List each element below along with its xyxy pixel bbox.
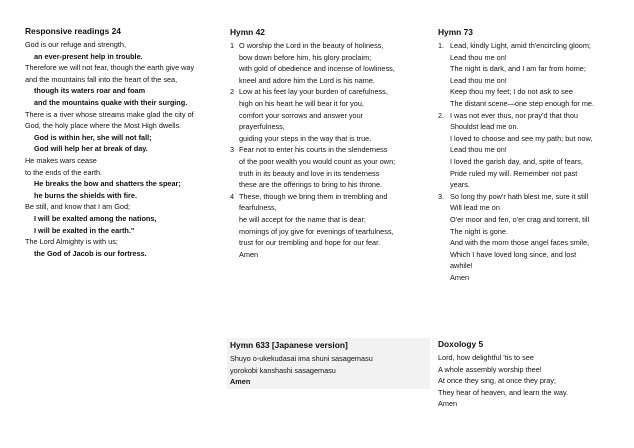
hymn-73-verses	[438, 40, 628, 283]
hymn-633-line: yorokobi kanshashi sasagemasu	[230, 365, 336, 375]
hymn73-line: awhile!	[450, 261, 473, 271]
hymn73-line: O'er moor and fen, o'er crag and torrent, till	[450, 214, 590, 224]
hymn73-verse	[438, 191, 628, 284]
reading-line: I will be exalted among the nations,	[34, 213, 157, 223]
hymn73-line-text: I was not ever thus, nor pray'd that thou	[450, 110, 578, 120]
doxology-line: Amen	[438, 399, 458, 409]
hymn42-verse-number: 3	[230, 145, 235, 155]
hymn42-line	[230, 144, 425, 156]
hymn73-line: I loved to choose and see my path; but now,	[450, 133, 593, 143]
hymn-73-section	[438, 26, 628, 283]
hymn73-line: Lead thou me on!	[450, 145, 507, 155]
doxology-section	[438, 338, 628, 410]
hymn73-verse	[438, 40, 628, 110]
reading-line: God is within her, she will not fall;	[34, 132, 152, 142]
doxology-line: A whole assembly worship thee!	[438, 364, 542, 374]
hymn42-verse-number: 2	[230, 87, 235, 97]
hymn42-line: these are the offerings to bring to his throne.	[239, 180, 383, 190]
hymn-633-section	[230, 338, 430, 389]
hymn42-line: of the poor wealth you would count as your own;	[239, 156, 396, 166]
hymn73-line: Lead thou me on!	[450, 75, 507, 85]
hymn-73-title: Hymn 73	[438, 27, 473, 37]
hymn73-line-text: So long thy pow'r hath blest me, sure it still	[450, 191, 589, 201]
reading-line: and the mountains fall into the heart of the sea,	[25, 74, 178, 84]
responsive-reading-lines	[25, 39, 220, 259]
reading-line: Therefore we will not fear, though the earth give way	[25, 63, 195, 73]
hymn42-verse-number: 4	[230, 191, 235, 201]
hymn42-line: kneel and adore him the Lord is his name.	[239, 75, 375, 85]
hymn42-line: with gold of obedience and incense of lowliness,	[239, 64, 395, 74]
doxology-title: Doxology 5	[438, 339, 484, 349]
hymn73-line	[438, 191, 628, 203]
hymn-633-line: Shuyo o-ukekudasai ima shuni sasagemasu	[230, 354, 373, 363]
hymn42-line: Amen	[239, 249, 259, 259]
responsive-reading-section	[25, 25, 220, 259]
hymn42-line: trust for our trembling and hope for our fear.	[239, 238, 381, 248]
reading-line: God will help her at break of day.	[34, 144, 148, 154]
hymn73-line-text: Lead, kindly Light, amid th'encircling gloom;	[450, 41, 591, 50]
hymn73-line	[438, 110, 628, 122]
hymn42-verse	[230, 40, 425, 86]
hymn73-line: Pride ruled my will. Remember not past	[450, 168, 578, 178]
hymn73-line: Lead thou me on!	[450, 52, 507, 62]
hymn73-line: Will lead me on	[450, 203, 500, 213]
hymn73-verse-number: 3.	[438, 191, 445, 201]
hymn42-line: high on his heart he will bear it for you,	[239, 98, 364, 108]
hymn42-verse	[230, 144, 425, 190]
hymn42-line-text: Low at his feet lay your burden of carefulness,	[239, 87, 388, 97]
reading-line: and the mountains quake with their surging.	[34, 97, 188, 107]
doxology-line: At once they sing, at once they pray;	[438, 376, 557, 386]
hymn42-line: he will accept for the name that is dear;	[239, 214, 366, 224]
hymn42-verse	[230, 86, 425, 144]
responsive-reading-title: Responsive readings 24	[25, 26, 121, 36]
hymn73-verse	[438, 110, 628, 191]
hymn-42-title: Hymn 42	[230, 27, 265, 37]
hymn-42-section	[230, 26, 425, 260]
hymn42-line: mornings of joy give for evenings of tearfulness,	[239, 226, 394, 236]
hymn73-line: The night is dark, and I am far from home;	[450, 64, 586, 74]
reading-line: He makes wars cease	[25, 155, 97, 165]
hymn-633-body	[227, 352, 430, 389]
hymn73-line: The night is gone.	[450, 226, 509, 236]
hymn-633-amen: Amen	[230, 377, 251, 387]
reading-line: an ever-present help in trouble.	[34, 51, 143, 61]
hymn73-line: Shouldst lead me on.	[450, 122, 519, 132]
hymn73-line: I loved the garish day, and, spite of fears,	[450, 156, 583, 166]
reading-line: He breaks the bow and shatters the spear;	[34, 179, 181, 189]
hymn42-line	[230, 191, 425, 203]
hymn73-line	[438, 40, 628, 52]
reading-line: God is our refuge and strength,	[25, 40, 127, 49]
reading-line: Be still, and know that I am God;	[25, 202, 131, 212]
reading-line: he burns the shields with fire.	[34, 190, 137, 200]
reading-line: though its waters roar and foam	[34, 86, 146, 96]
hymn42-verse	[230, 191, 425, 261]
reading-line: I will be exalted in the earth."	[34, 225, 135, 235]
hymn73-line: The distant scene—one step enough for me.	[450, 98, 594, 108]
hymn42-verse-number: 1	[230, 41, 235, 50]
hymn73-line: years.	[450, 180, 470, 190]
hymn73-line: Amen	[450, 272, 470, 282]
hymn42-line: comfort your sorrows and answer your	[239, 110, 364, 120]
reading-line: the God of Jacob is our fortress.	[34, 248, 147, 258]
hymn42-line-text: Fear not to enter his courts in the slenderness	[239, 145, 388, 155]
hymn42-line	[230, 86, 425, 98]
hymn42-line-text: These, though we bring them in trembling and	[239, 191, 388, 201]
hymn42-line: prayerfulness,	[239, 122, 285, 132]
hymn73-verse-number: 2.	[438, 110, 445, 120]
hymn42-line: guiding your steps in the way that is true.	[239, 133, 372, 143]
hymn73-verse-number: 1.	[438, 41, 445, 50]
reading-line: to the ends of the earth.	[25, 167, 103, 177]
hymn-633-title: Hymn 633 [Japanese version]	[230, 340, 348, 350]
reading-line: God, the holy place where the Most High dwells.	[25, 121, 182, 131]
hymn42-line: truth in its beauty and love in its tenderness	[239, 168, 380, 178]
hymn42-line: bow down before him, his glory proclaim;	[239, 52, 372, 62]
hymn42-line	[230, 40, 425, 52]
doxology-lines	[438, 352, 628, 410]
doxology-line: They hear of heaven, and learn the way.	[438, 387, 569, 397]
reading-line: The Lord Almighty is with us;	[25, 237, 118, 247]
hymn73-line: Keep thou my feet; I do not ask to see	[450, 87, 573, 97]
doxology-line: Lord, how delightful 'tis to see	[438, 353, 534, 362]
hymn42-line: fearfulness,	[239, 203, 277, 213]
hymn73-line: And with the morn those angel faces smile,	[450, 238, 590, 248]
hymn-42-verses	[230, 40, 425, 260]
hymn73-line: Which I have loved long since, and lost	[450, 249, 577, 259]
hymn42-line-text: O worship the Lord in the beauty of holiness,	[239, 41, 384, 50]
reading-line: There is a river whose streams make glad the city of	[25, 109, 194, 119]
hymn-633-title-box	[227, 338, 430, 352]
